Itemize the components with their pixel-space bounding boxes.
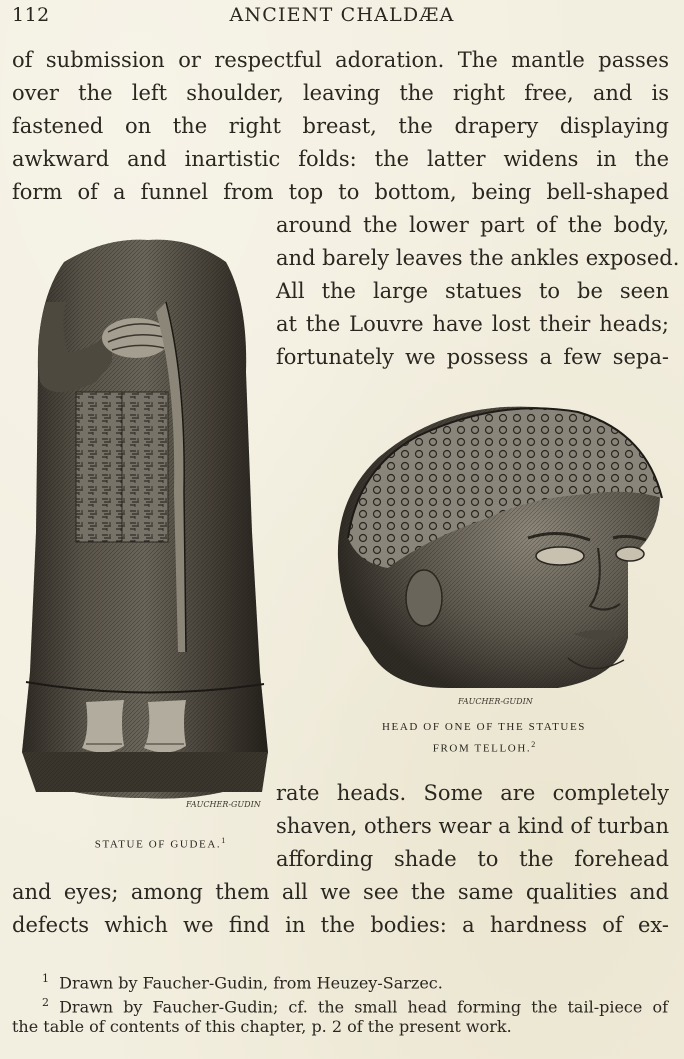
body-line-7: and barely leaves the ankles exposed. bbox=[276, 246, 680, 270]
body-line-10: fortunately we possess a few sepa- bbox=[276, 345, 669, 369]
body-line-6: around the lower part of the body, bbox=[276, 213, 669, 237]
body-line-15: defects which we find in the bodies: a hardness of ex- bbox=[12, 913, 669, 937]
head-caption-line-1: HEAD OF ONE OF THE STATUES bbox=[382, 721, 586, 733]
statue-caption-text: STATUE OF GUDEA. bbox=[94, 838, 222, 851]
head-engraver-signature: FAUCHER-GUDIN bbox=[458, 697, 533, 706]
body-line-13: affording shade to the forehead bbox=[276, 847, 669, 871]
footnote-2-mark: 2 bbox=[42, 996, 49, 1009]
body-line-12: shaven, others wear a kind of turban bbox=[276, 814, 670, 838]
footnote-2-continuation: the table of contents of this chapter, p. 2 of the present work. bbox=[12, 1017, 512, 1036]
page-header bbox=[0, 0, 684, 34]
body-line-8: All the large statues to be seen bbox=[276, 279, 669, 303]
body-line-1: of submission or respectful adoration. The mantle passes bbox=[12, 48, 669, 72]
body-line-3: fastened on the right breast, the drapery displaying bbox=[12, 114, 669, 138]
page-number: 112 bbox=[12, 4, 50, 26]
head-caption-line-2: FROM TELLOH. bbox=[432, 742, 532, 755]
body-line-9: at the Louvre have lost their heads; bbox=[276, 312, 669, 336]
statue-of-gudea-illustration bbox=[16, 232, 272, 812]
footnote-1-text: Drawn by Faucher-Gudin, from Heuzey-Sarzec. bbox=[59, 973, 443, 993]
head-caption bbox=[352, 718, 616, 758]
statue-engraver-signature: FAUCHER-GUDIN bbox=[186, 800, 261, 809]
body-line-14: and eyes; among them all we see the same qualities and bbox=[12, 880, 669, 904]
statue-caption-note-mark: 1 bbox=[221, 836, 226, 845]
footnote-2-text-line-1: Drawn by Faucher-Gudin; cf. the small head forming the tail-piece of bbox=[59, 997, 669, 1017]
body-line-5: form of a funnel from top to bottom, being bell-shaped bbox=[12, 180, 669, 204]
head-from-telloh-illustration bbox=[328, 388, 668, 708]
body-line-4: awkward and inartistic folds: the latter widens in the bbox=[12, 147, 669, 171]
body-line-11: rate heads. Some are completely bbox=[276, 781, 669, 805]
footnote-1 bbox=[42, 968, 443, 994]
head-caption-note-mark: 2 bbox=[531, 740, 536, 749]
footnote-2 bbox=[42, 992, 668, 1018]
running-head: ANCIENT CHALDÆA bbox=[229, 4, 455, 26]
body-line-2: over the left shoulder, leaving the right free, and is bbox=[12, 81, 669, 105]
statue-caption bbox=[60, 832, 260, 854]
footnote-1-mark: 1 bbox=[42, 972, 49, 985]
